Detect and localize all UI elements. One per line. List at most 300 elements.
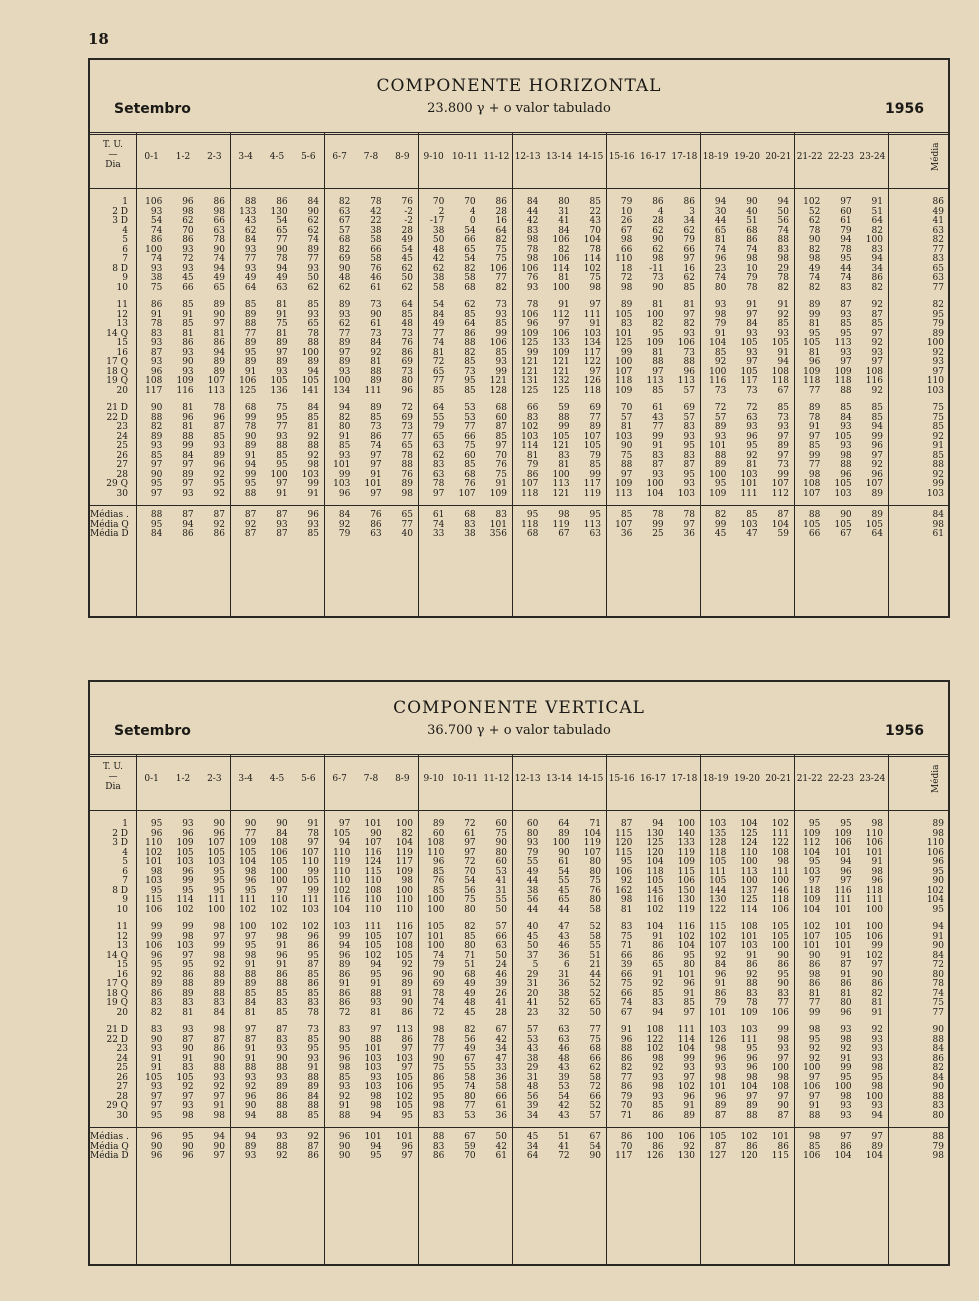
value-cell: 33 xyxy=(495,1063,507,1073)
value-cell: 68 xyxy=(464,282,476,293)
value-cell: 104 xyxy=(771,519,789,530)
value-cell: 100 xyxy=(239,922,257,932)
value-cell: 99 xyxy=(526,347,539,358)
value-cell: 99 xyxy=(307,866,319,877)
value-cell: 78 xyxy=(777,273,789,283)
value-cell: 94 xyxy=(777,197,789,207)
value-cell: 104 xyxy=(709,338,727,348)
value-cell: 44 xyxy=(526,876,539,886)
day-label: 27 xyxy=(116,460,128,470)
value-cell: 94 xyxy=(244,1110,257,1121)
value-cell: 91 xyxy=(652,931,664,942)
value-cell: 75 xyxy=(495,254,507,264)
value-cell: 105 xyxy=(176,1072,194,1083)
value-cell: 97 xyxy=(213,319,225,329)
value-cell: 61 xyxy=(432,510,445,520)
value-cell: 65 xyxy=(714,225,727,236)
value-cell: 90 xyxy=(401,998,413,1008)
value-cell: 90 xyxy=(244,1101,257,1111)
value-cell: 70 xyxy=(620,1141,633,1152)
value-cell: 93 xyxy=(683,328,695,339)
value-cell: 66 xyxy=(620,950,633,961)
value-cell: 59 xyxy=(558,403,570,413)
value-cell: 22 xyxy=(370,216,382,226)
value-cell: 56 xyxy=(526,895,539,905)
media-value: 83 xyxy=(932,1101,944,1111)
value-cell: 134 xyxy=(333,385,351,396)
value-cell: 107 xyxy=(615,519,633,530)
value-cell: 98 xyxy=(652,1082,664,1092)
value-cell: 89 xyxy=(777,441,789,451)
value-cell: 40 xyxy=(526,922,539,932)
value-cell: 105 xyxy=(834,519,852,530)
value-cell: 95 xyxy=(808,1034,821,1045)
value-cell: 86 xyxy=(338,998,351,1008)
value-cell: 92 xyxy=(652,1063,664,1073)
value-cell: 100 xyxy=(552,469,570,480)
value-cell: 100 xyxy=(145,244,163,255)
value-cell: 90 xyxy=(150,403,163,413)
value-cell: 84 xyxy=(307,1091,319,1102)
value-cell: 93 xyxy=(840,1101,852,1111)
value-cell: 67 xyxy=(464,1053,476,1064)
value-cell: 104 xyxy=(803,847,821,858)
day-label: 10 xyxy=(116,282,128,293)
value-cell: 85 xyxy=(307,529,319,539)
value-cell: 89 xyxy=(871,488,883,499)
value-cell: 72 xyxy=(182,254,194,264)
value-cell: 85 xyxy=(808,1141,821,1152)
value-cell: 49 xyxy=(213,273,225,283)
value-cell: 120 xyxy=(740,1151,758,1161)
value-cell: 93 xyxy=(652,1091,664,1102)
means-rule xyxy=(90,1127,948,1128)
value-cell: 77 xyxy=(777,998,789,1008)
value-cell: 89 xyxy=(338,357,351,367)
value-cell: 82 xyxy=(464,922,476,932)
value-cell: 109 xyxy=(395,866,413,877)
day-label: 24 xyxy=(116,431,128,442)
value-cell: 99 xyxy=(150,931,163,942)
value-cell: 112 xyxy=(803,838,821,848)
value-cell: 98 xyxy=(150,866,163,877)
hour-range-header: 16-17 xyxy=(640,774,666,784)
value-cell: 26 xyxy=(620,216,633,226)
value-cell: 92 xyxy=(871,338,883,348)
value-cell: 72 xyxy=(338,1007,351,1018)
day-label: 11 xyxy=(116,922,128,932)
value-cell: 86 xyxy=(652,1110,664,1121)
value-cell: 109 xyxy=(489,488,507,499)
value-cell: 90 xyxy=(276,819,288,829)
value-cell: 62 xyxy=(338,282,351,293)
value-cell: 82 xyxy=(401,828,413,839)
media-value: 72 xyxy=(932,960,944,970)
value-cell: 91 xyxy=(244,366,257,377)
value-cell: 100 xyxy=(427,904,445,915)
value-cell: 85 xyxy=(307,988,319,999)
value-cell: 97 xyxy=(840,357,852,367)
value-cell: 91 xyxy=(338,431,351,442)
value-cell: 82 xyxy=(620,1063,633,1073)
value-cell: 85 xyxy=(432,866,445,877)
value-cell: 80 xyxy=(683,960,695,970)
value-cell: 54 xyxy=(464,254,476,264)
value-cell: 88 xyxy=(370,366,382,377)
value-cell: 45 xyxy=(401,254,413,264)
value-cell: 28 xyxy=(652,216,664,226)
value-cell: 93 xyxy=(746,347,758,358)
value-cell: 101 xyxy=(709,1007,727,1018)
value-cell: 109 xyxy=(740,1007,758,1018)
value-cell: 88 xyxy=(244,319,257,329)
value-cell: 130 xyxy=(677,895,695,905)
value-cell: 51 xyxy=(746,216,758,226)
value-cell: 107 xyxy=(771,479,789,489)
value-cell: 98 xyxy=(714,309,727,320)
day-label: 19 Q xyxy=(106,376,128,386)
value-cell: 106 xyxy=(489,338,507,348)
value-cell: 93 xyxy=(840,1025,852,1035)
value-cell: 85 xyxy=(652,385,664,396)
value-cell: 98 xyxy=(213,1110,225,1121)
value-cell: 64 xyxy=(244,282,257,293)
value-cell: 92 xyxy=(244,519,257,530)
value-cell: 91 xyxy=(150,309,163,320)
value-cell: 29 xyxy=(526,969,539,980)
media-value: 103 xyxy=(926,385,944,396)
value-cell: 91 xyxy=(370,979,382,989)
value-cell: 68 xyxy=(464,510,476,520)
hour-range-header: 20-21 xyxy=(765,152,792,162)
value-cell: 57 xyxy=(683,412,695,423)
value-cell: 96 xyxy=(746,1053,758,1064)
value-cell: 107 xyxy=(207,376,225,386)
value-cell: 74 xyxy=(150,225,163,236)
value-cell: 58 xyxy=(370,254,382,264)
value-cell: 73 xyxy=(746,385,758,396)
media-value: 89 xyxy=(932,328,944,339)
value-cell: 110 xyxy=(333,866,351,877)
value-cell: 106 xyxy=(834,838,852,848)
value-cell: 72 xyxy=(432,1007,445,1018)
value-cell: 66 xyxy=(620,244,633,255)
value-cell: 107 xyxy=(583,431,601,442)
value-cell: 72 xyxy=(432,357,445,367)
value-cell: 86 xyxy=(213,1044,225,1054)
value-cell: 62 xyxy=(683,273,695,283)
value-cell: 66 xyxy=(808,529,821,539)
value-cell: 97 xyxy=(808,431,821,442)
value-cell: 82 xyxy=(495,235,507,245)
value-cell: 105 xyxy=(270,857,288,867)
value-cell: 87 xyxy=(620,819,633,829)
value-cell: 80 xyxy=(526,828,539,839)
value-cell: 84 xyxy=(182,450,194,461)
value-cell: 61 xyxy=(370,319,382,329)
value-cell: 92 xyxy=(307,450,319,461)
value-cell: 89 xyxy=(338,960,351,970)
value-cell: 86 xyxy=(401,347,413,358)
value-cell: 88 xyxy=(276,441,288,451)
value-cell: 92 xyxy=(213,1082,225,1092)
value-cell: 98 xyxy=(871,1063,883,1073)
value-cell: 85 xyxy=(244,300,257,310)
media-value: 86 xyxy=(932,197,944,207)
value-cell: 105 xyxy=(364,941,382,951)
value-cell: 64 xyxy=(495,225,507,236)
day-label: 14 Q xyxy=(106,950,128,961)
value-cell: 105 xyxy=(301,876,319,886)
value-cell: 96 xyxy=(150,1151,163,1161)
value-cell: 82 xyxy=(683,319,695,329)
value-cell: 81 xyxy=(808,347,821,358)
value-cell: 75 xyxy=(464,895,476,905)
day-label: 28 xyxy=(116,469,128,480)
value-cell: 109 xyxy=(709,488,727,499)
value-cell: 116 xyxy=(364,847,382,858)
value-cell: 113 xyxy=(583,519,601,530)
value-cell: 95 xyxy=(432,1091,445,1102)
value-cell: 96 xyxy=(213,412,225,423)
value-cell: 96 xyxy=(182,197,194,207)
value-cell: 80 xyxy=(495,847,507,858)
value-cell: 91 xyxy=(840,969,852,980)
value-cell: 77 xyxy=(464,1101,476,1111)
value-cell: 137 xyxy=(740,885,758,896)
value-cell: 97 xyxy=(276,347,288,358)
value-cell: 96 xyxy=(244,1091,257,1102)
value-cell: -2 xyxy=(404,216,413,226)
value-cell: 107 xyxy=(865,479,883,489)
value-cell: 73 xyxy=(307,1025,319,1035)
value-cell: 96 xyxy=(401,969,413,980)
value-cell: 32 xyxy=(558,1007,570,1018)
value-cell: 31 xyxy=(526,979,539,989)
value-cell: 86 xyxy=(150,988,163,999)
day-label: 5 xyxy=(122,857,128,867)
value-cell: 95 xyxy=(871,1072,883,1083)
value-cell: 66 xyxy=(620,969,633,980)
value-cell: 98 xyxy=(370,1091,382,1102)
value-cell: 94 xyxy=(840,235,852,245)
value-cell: 65 xyxy=(589,998,601,1008)
value-cell: 91 xyxy=(714,979,727,989)
value-cell: 94 xyxy=(182,519,194,530)
day-label: 23 xyxy=(116,422,128,432)
value-cell: 39 xyxy=(558,1072,570,1083)
value-cell: 93 xyxy=(714,1063,727,1073)
value-cell: 36 xyxy=(620,529,633,539)
value-cell: 94 xyxy=(777,357,789,367)
value-cell: 86 xyxy=(714,988,727,999)
value-cell: 89 xyxy=(244,309,257,320)
media-value: 98 xyxy=(932,519,944,530)
value-cell: 115 xyxy=(677,866,695,877)
value-cell: 77 xyxy=(620,1072,633,1083)
day-label: 26 xyxy=(116,450,128,461)
value-cell: 93 xyxy=(307,309,319,320)
value-cell: 98 xyxy=(307,460,319,470)
value-cell: 56 xyxy=(526,1091,539,1102)
media-value: 88 xyxy=(932,460,944,470)
value-cell: 105 xyxy=(709,1132,727,1142)
value-cell: 79 xyxy=(589,450,601,461)
value-cell: 92 xyxy=(276,1151,288,1161)
value-cell: 66 xyxy=(495,931,507,942)
value-cell: 91 xyxy=(777,300,789,310)
value-cell: 40 xyxy=(746,206,758,217)
value-cell: 96 xyxy=(150,828,163,839)
value-cell: 45 xyxy=(526,931,539,942)
value-cell: 86 xyxy=(307,941,319,951)
value-cell: 94 xyxy=(338,941,351,951)
value-cell: 128 xyxy=(489,385,507,396)
value-cell: 100 xyxy=(270,866,288,877)
value-cell: 110 xyxy=(615,254,633,264)
value-cell: 86 xyxy=(683,197,695,207)
value-cell: 84 xyxy=(558,225,570,236)
value-cell: 64 xyxy=(401,300,413,310)
value-cell: 57 xyxy=(714,412,727,423)
value-cell: 106 xyxy=(395,1082,413,1092)
value-cell: 105 xyxy=(239,847,257,858)
value-cell: 93 xyxy=(370,998,382,1008)
value-cell: 99 xyxy=(871,941,883,951)
value-cell: 73 xyxy=(495,300,507,310)
value-cell: 93 xyxy=(840,441,852,451)
value-cell: 81 xyxy=(526,450,539,461)
hour-range-header: 10-11 xyxy=(452,152,478,162)
value-cell: 104 xyxy=(803,904,821,915)
value-cell: 95 xyxy=(464,376,476,386)
value-cell: 38 xyxy=(464,529,476,539)
hour-range-header: 7-8 xyxy=(363,774,379,784)
value-cell: 95 xyxy=(213,885,225,896)
value-cell: 116 xyxy=(395,922,413,932)
value-cell: 74 xyxy=(150,254,163,264)
value-cell: 97 xyxy=(307,838,319,848)
value-cell: 64 xyxy=(558,819,570,829)
value-cell: 125 xyxy=(646,838,664,848)
value-cell: 48 xyxy=(338,273,351,283)
hour-range-header: 23-24 xyxy=(859,152,886,162)
value-cell: 98 xyxy=(808,469,821,480)
value-cell: 83 xyxy=(213,998,225,1008)
value-cell: 105 xyxy=(552,431,570,442)
value-cell: 97 xyxy=(182,1091,194,1102)
value-cell: 76 xyxy=(464,479,476,489)
value-cell: 90 xyxy=(150,1034,163,1045)
value-cell: 74 xyxy=(714,273,727,283)
value-cell: 86 xyxy=(652,197,664,207)
value-cell: 34 xyxy=(871,263,883,274)
value-cell: 98 xyxy=(840,1034,852,1045)
value-cell: 105 xyxy=(771,931,789,942)
value-cell: 105 xyxy=(615,309,633,320)
value-cell: 90 xyxy=(150,469,163,480)
value-cell: 2 xyxy=(438,206,445,217)
value-cell: 85 xyxy=(589,460,601,470)
value-cell: 67 xyxy=(338,216,351,226)
value-cell: 88 xyxy=(370,988,382,999)
value-cell: 73 xyxy=(370,328,382,339)
day-label: 6 xyxy=(122,866,128,877)
value-cell: 81 xyxy=(871,998,883,1008)
value-cell: 85 xyxy=(276,1007,288,1018)
value-cell: 45 xyxy=(714,529,727,539)
value-cell: 98 xyxy=(808,1132,821,1142)
value-cell: 85 xyxy=(652,988,664,999)
day-label: 12 xyxy=(116,931,128,942)
hour-range-header: 11-12 xyxy=(483,152,510,162)
horizontal-component-table xyxy=(88,58,950,618)
value-cell: 95 xyxy=(182,885,194,896)
value-cell: 62 xyxy=(464,300,476,310)
value-cell: 81 xyxy=(683,300,695,310)
value-cell: 89 xyxy=(338,338,351,348)
value-cell: 93 xyxy=(652,469,664,480)
value-cell: 94 xyxy=(370,1110,382,1121)
value-cell: 95 xyxy=(182,960,194,970)
value-cell: 97 xyxy=(182,460,194,470)
value-cell: 66 xyxy=(464,235,476,245)
value-cell: 46 xyxy=(558,1044,570,1054)
value-cell: 107 xyxy=(207,838,225,848)
value-cell: 48 xyxy=(432,244,445,255)
day-label: 17 Q xyxy=(106,979,128,989)
value-cell: 79 xyxy=(620,197,633,207)
value-cell: 91 xyxy=(150,1063,163,1073)
value-cell: 78 xyxy=(370,197,382,207)
value-cell: 91 xyxy=(683,1101,695,1111)
value-cell: 90 xyxy=(620,441,633,451)
day-label: Média D xyxy=(90,529,129,539)
media-value: 82 xyxy=(932,300,944,310)
value-cell: 50 xyxy=(777,206,789,217)
value-cell: 84 xyxy=(370,338,382,348)
value-cell: 60 xyxy=(495,857,507,867)
value-cell: 36 xyxy=(683,529,695,539)
value-cell: 102 xyxy=(803,922,821,932)
value-cell: 93 xyxy=(683,1063,695,1073)
value-cell: 73 xyxy=(370,422,382,432)
value-cell: 80 xyxy=(338,422,351,432)
value-cell: 93 xyxy=(683,479,695,489)
value-cell: 53 xyxy=(526,1034,539,1045)
value-cell: 103 xyxy=(364,1063,382,1073)
value-cell: 95 xyxy=(401,1110,413,1121)
value-cell: 78 xyxy=(683,510,695,520)
hour-range-header: 16-17 xyxy=(640,152,666,162)
value-cell: 90 xyxy=(808,235,821,245)
value-cell: 85 xyxy=(871,319,883,329)
value-cell: 75 xyxy=(620,931,633,942)
value-cell: 105 xyxy=(427,922,445,932)
value-cell: 102 xyxy=(865,950,883,961)
value-cell: 91 xyxy=(652,969,664,980)
value-cell: 133 xyxy=(677,838,695,848)
media-value: 92 xyxy=(932,431,944,442)
day-label: Média D xyxy=(90,1151,129,1161)
value-cell: 97 xyxy=(746,309,758,320)
value-cell: 105 xyxy=(395,1101,413,1111)
value-cell: 81 xyxy=(182,328,194,339)
value-cell: 62 xyxy=(307,216,319,226)
value-cell: 109 xyxy=(646,338,664,348)
hour-range-header: 14-15 xyxy=(577,774,604,784)
value-cell: 60 xyxy=(495,819,507,829)
